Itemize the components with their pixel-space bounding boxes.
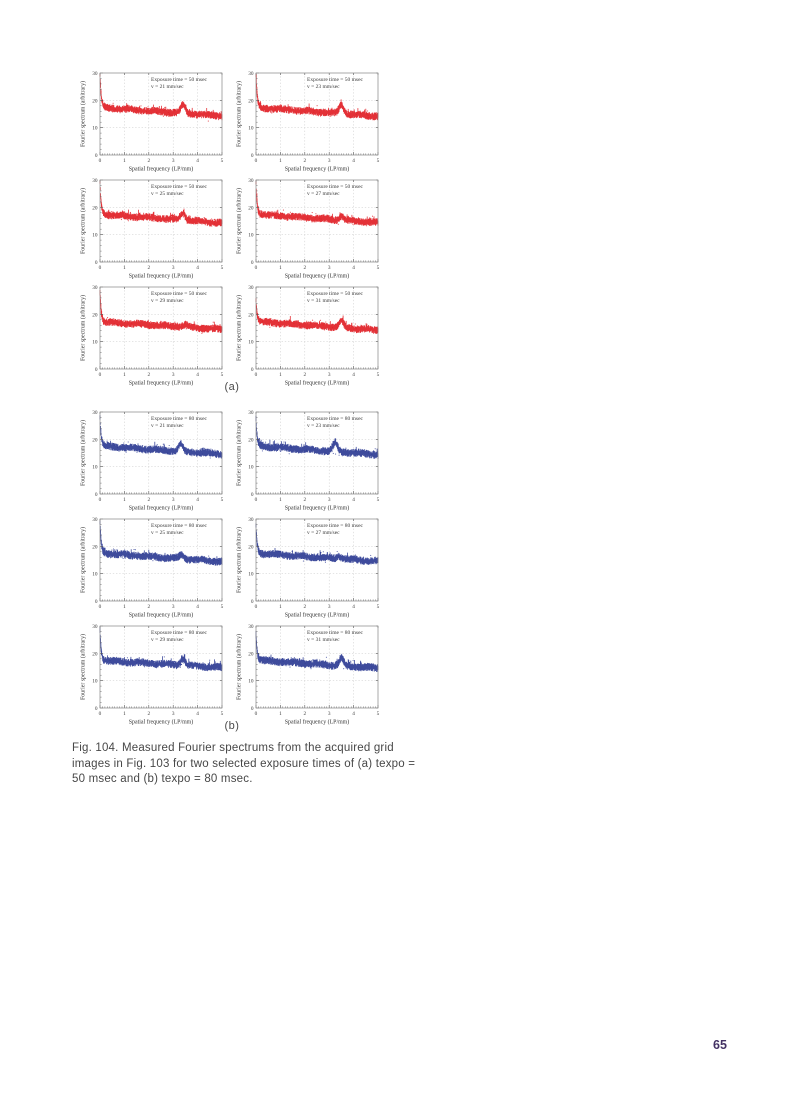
svg-text:30: 30: [248, 517, 254, 523]
svg-text:v = 21 mm/sec: v = 21 mm/sec: [151, 84, 184, 91]
svg-text:20: 20: [248, 312, 254, 319]
svg-text:4: 4: [352, 372, 355, 378]
svg-text:10: 10: [92, 339, 98, 346]
svg-text:Fourier spectrum (arbitrary): Fourier spectrum (arbitrary): [236, 80, 243, 148]
svg-text:30: 30: [248, 624, 254, 630]
svg-text:10: 10: [92, 232, 98, 239]
svg-text:v = 27 mm/sec: v = 27 mm/sec: [307, 530, 340, 537]
svg-text:30: 30: [92, 178, 98, 184]
svg-text:0: 0: [250, 260, 254, 266]
svg-text:20: 20: [248, 437, 254, 444]
svg-text:0: 0: [250, 599, 254, 605]
svg-text:Spatial frequency (LP/mm): Spatial frequency (LP/mm): [284, 380, 350, 387]
subplot-b-v25: [76, 515, 232, 622]
svg-text:1: 1: [279, 604, 282, 610]
svg-text:v = 21 mm/sec: v = 21 mm/sec: [151, 423, 184, 430]
svg-text:4: 4: [196, 265, 199, 271]
svg-text:5: 5: [220, 711, 224, 717]
svg-text:2: 2: [303, 158, 307, 164]
svg-text:5: 5: [376, 158, 380, 164]
svg-text:5: 5: [376, 497, 380, 503]
svg-text:Exposure time = 80 msec: Exposure time = 80 msec: [307, 630, 363, 636]
svg-text:4: 4: [196, 158, 199, 164]
svg-text:4: 4: [352, 711, 355, 717]
svg-text:0: 0: [98, 265, 102, 271]
svg-text:v = 23 mm/sec: v = 23 mm/sec: [307, 423, 340, 430]
svg-text:2: 2: [147, 604, 151, 610]
svg-text:Fourier spectrum (arbitrary): Fourier spectrum (arbitrary): [80, 187, 87, 255]
svg-text:Exposure time = 50 msec: Exposure time = 50 msec: [307, 77, 363, 83]
svg-text:1: 1: [123, 158, 126, 164]
svg-text:4: 4: [352, 265, 355, 271]
svg-text:4: 4: [352, 497, 355, 503]
svg-text:5: 5: [220, 265, 224, 271]
svg-text:Spatial frequency (LP/mm): Spatial frequency (LP/mm): [128, 273, 194, 280]
svg-text:Fourier spectrum (arbitrary): Fourier spectrum (arbitrary): [80, 633, 87, 701]
subplot-a-v23: [232, 69, 388, 176]
svg-text:5: 5: [220, 497, 224, 503]
svg-text:Exposure time = 50 msec: Exposure time = 50 msec: [307, 291, 363, 297]
svg-text:10: 10: [248, 464, 254, 471]
svg-text:5: 5: [376, 372, 380, 378]
subplot-b-v31: [232, 622, 388, 729]
svg-text:Spatial frequency (LP/mm): Spatial frequency (LP/mm): [128, 505, 194, 512]
svg-text:20: 20: [248, 98, 254, 105]
svg-text:Fourier spectrum (arbitrary): Fourier spectrum (arbitrary): [236, 526, 243, 594]
svg-text:3: 3: [327, 497, 331, 503]
svg-text:Spatial frequency (LP/mm): Spatial frequency (LP/mm): [128, 612, 194, 619]
svg-text:Exposure time = 50 msec: Exposure time = 50 msec: [151, 77, 207, 83]
svg-text:Spatial frequency (LP/mm): Spatial frequency (LP/mm): [284, 505, 350, 512]
subplot-a-v21: [76, 69, 232, 176]
svg-text:2: 2: [147, 265, 151, 271]
svg-text:1: 1: [123, 497, 126, 503]
subplot-b-v23: [232, 408, 388, 515]
svg-text:3: 3: [171, 497, 175, 503]
svg-text:0: 0: [98, 497, 102, 503]
svg-text:Fourier spectrum (arbitrary): Fourier spectrum (arbitrary): [80, 526, 87, 594]
svg-text:0: 0: [94, 260, 98, 266]
panel-b-label: (b): [224, 720, 240, 732]
svg-text:10: 10: [248, 232, 254, 239]
svg-text:0: 0: [94, 367, 98, 373]
svg-text:10: 10: [248, 125, 254, 132]
svg-text:Fourier spectrum (arbitrary): Fourier spectrum (arbitrary): [80, 419, 87, 487]
svg-text:2: 2: [303, 372, 307, 378]
svg-text:1: 1: [123, 265, 126, 271]
svg-text:3: 3: [171, 158, 175, 164]
svg-text:3: 3: [171, 372, 175, 378]
svg-text:20: 20: [92, 312, 98, 319]
svg-text:0: 0: [94, 599, 98, 605]
svg-text:v = 27 mm/sec: v = 27 mm/sec: [307, 191, 340, 198]
svg-text:5: 5: [376, 711, 380, 717]
svg-text:Spatial frequency (LP/mm): Spatial frequency (LP/mm): [128, 380, 194, 387]
svg-text:Exposure time = 80 msec: Exposure time = 80 msec: [307, 416, 363, 422]
svg-text:0: 0: [254, 158, 258, 164]
svg-text:1: 1: [279, 265, 282, 271]
svg-text:30: 30: [92, 71, 98, 77]
svg-text:v = 29 mm/sec: v = 29 mm/sec: [151, 298, 184, 305]
svg-text:5: 5: [220, 604, 224, 610]
svg-text:20: 20: [248, 651, 254, 658]
svg-text:30: 30: [92, 285, 98, 291]
svg-text:30: 30: [92, 410, 98, 416]
svg-text:0: 0: [98, 711, 102, 717]
svg-text:0: 0: [250, 706, 254, 712]
svg-text:30: 30: [248, 178, 254, 184]
svg-text:10: 10: [248, 571, 254, 578]
svg-text:Exposure time = 80 msec: Exposure time = 80 msec: [151, 416, 207, 422]
subplot-b-v27: [232, 515, 388, 622]
subplot-b-v29: [76, 622, 232, 729]
svg-text:3: 3: [327, 604, 331, 610]
svg-text:3: 3: [327, 265, 331, 271]
svg-text:2: 2: [303, 604, 307, 610]
svg-text:5: 5: [376, 604, 380, 610]
svg-text:Fourier spectrum (arbitrary): Fourier spectrum (arbitrary): [236, 294, 243, 362]
svg-text:10: 10: [92, 464, 98, 471]
svg-text:3: 3: [327, 372, 331, 378]
svg-text:0: 0: [254, 265, 258, 271]
svg-text:1: 1: [123, 711, 126, 717]
svg-text:v = 25 mm/sec: v = 25 mm/sec: [151, 191, 184, 198]
svg-text:30: 30: [248, 285, 254, 291]
svg-text:20: 20: [92, 651, 98, 658]
svg-text:4: 4: [352, 158, 355, 164]
subplot-a-v25: [76, 176, 232, 283]
svg-text:Fourier spectrum (arbitrary): Fourier spectrum (arbitrary): [236, 633, 243, 701]
svg-text:5: 5: [220, 372, 224, 378]
svg-text:Fourier spectrum (arbitrary): Fourier spectrum (arbitrary): [80, 80, 87, 148]
svg-text:10: 10: [248, 678, 254, 685]
svg-text:2: 2: [147, 711, 151, 717]
svg-text:4: 4: [196, 497, 199, 503]
svg-text:20: 20: [92, 544, 98, 551]
svg-text:0: 0: [254, 711, 258, 717]
svg-text:2: 2: [147, 158, 151, 164]
svg-text:v = 29 mm/sec: v = 29 mm/sec: [151, 637, 184, 644]
svg-text:3: 3: [171, 265, 175, 271]
panel-a-exposure-50msec: [76, 69, 388, 390]
svg-text:Spatial frequency (LP/mm): Spatial frequency (LP/mm): [284, 719, 350, 726]
svg-text:3: 3: [171, 711, 175, 717]
svg-text:Exposure time = 50 msec: Exposure time = 50 msec: [307, 184, 363, 190]
svg-text:Spatial frequency (LP/mm): Spatial frequency (LP/mm): [284, 273, 350, 280]
svg-text:1: 1: [279, 497, 282, 503]
svg-text:Fourier spectrum (arbitrary): Fourier spectrum (arbitrary): [236, 187, 243, 255]
svg-text:v = 23 mm/sec: v = 23 mm/sec: [307, 84, 340, 91]
svg-text:0: 0: [250, 153, 254, 159]
svg-text:0: 0: [98, 372, 102, 378]
svg-text:1: 1: [279, 711, 282, 717]
svg-text:4: 4: [196, 372, 199, 378]
svg-text:Fourier spectrum (arbitrary): Fourier spectrum (arbitrary): [236, 419, 243, 487]
svg-text:2: 2: [147, 497, 151, 503]
svg-text:0: 0: [94, 706, 98, 712]
svg-text:3: 3: [171, 604, 175, 610]
subplot-a-v27: [232, 176, 388, 283]
svg-text:0: 0: [254, 497, 258, 503]
svg-text:v = 31 mm/sec: v = 31 mm/sec: [307, 298, 340, 305]
panel-a-label: (a): [224, 381, 240, 393]
svg-text:5: 5: [220, 158, 224, 164]
svg-text:20: 20: [248, 205, 254, 212]
svg-text:20: 20: [248, 544, 254, 551]
svg-text:v = 31 mm/sec: v = 31 mm/sec: [307, 637, 340, 644]
svg-text:0: 0: [250, 367, 254, 373]
page-number: 65: [713, 1038, 727, 1052]
svg-text:5: 5: [376, 265, 380, 271]
svg-text:30: 30: [92, 517, 98, 523]
svg-text:30: 30: [248, 71, 254, 77]
svg-text:Spatial frequency (LP/mm): Spatial frequency (LP/mm): [128, 166, 194, 173]
svg-text:2: 2: [147, 372, 151, 378]
subplot-a-v31: [232, 283, 388, 390]
svg-text:4: 4: [196, 711, 199, 717]
svg-text:Fourier spectrum (arbitrary): Fourier spectrum (arbitrary): [80, 294, 87, 362]
svg-text:Exposure time = 80 msec: Exposure time = 80 msec: [151, 630, 207, 636]
svg-text:0: 0: [98, 158, 102, 164]
svg-text:10: 10: [248, 339, 254, 346]
svg-text:10: 10: [92, 125, 98, 132]
svg-text:0: 0: [254, 604, 258, 610]
svg-text:Spatial frequency (LP/mm): Spatial frequency (LP/mm): [284, 612, 350, 619]
svg-text:2: 2: [303, 265, 307, 271]
svg-text:1: 1: [123, 604, 126, 610]
svg-text:20: 20: [92, 437, 98, 444]
svg-text:20: 20: [92, 98, 98, 105]
svg-text:Exposure time = 80 msec: Exposure time = 80 msec: [307, 523, 363, 529]
svg-text:30: 30: [92, 624, 98, 630]
subplot-b-v21: [76, 408, 232, 515]
svg-text:0: 0: [94, 153, 98, 159]
svg-text:Exposure time = 50 msec: Exposure time = 50 msec: [151, 291, 207, 297]
svg-text:3: 3: [327, 711, 331, 717]
svg-text:0: 0: [250, 492, 254, 498]
svg-text:0: 0: [94, 492, 98, 498]
figure-caption: Fig. 104. Measured Fourier spectrums from the acquired grid images in Fig. 103 for two selected exposure times of (a) texpo = 50 msec and (b) texpo = 80 msec.: [72, 742, 416, 786]
svg-text:1: 1: [279, 158, 282, 164]
svg-text:Spatial frequency (LP/mm): Spatial frequency (LP/mm): [128, 719, 194, 726]
svg-text:0: 0: [98, 604, 102, 610]
svg-text:Exposure time = 80 msec: Exposure time = 80 msec: [151, 523, 207, 529]
svg-text:v = 25 mm/sec: v = 25 mm/sec: [151, 530, 184, 537]
svg-text:4: 4: [352, 604, 355, 610]
svg-text:30: 30: [248, 410, 254, 416]
svg-text:3: 3: [327, 158, 331, 164]
subplot-a-v29: [76, 283, 232, 390]
svg-text:10: 10: [92, 571, 98, 578]
svg-text:4: 4: [196, 604, 199, 610]
svg-text:10: 10: [92, 678, 98, 685]
svg-text:Exposure time = 50 msec: Exposure time = 50 msec: [151, 184, 207, 190]
svg-text:Spatial frequency (LP/mm): Spatial frequency (LP/mm): [284, 166, 350, 173]
svg-text:20: 20: [92, 205, 98, 212]
svg-text:2: 2: [303, 497, 307, 503]
svg-text:2: 2: [303, 711, 307, 717]
svg-text:0: 0: [254, 372, 258, 378]
panel-b-exposure-80msec: [76, 408, 388, 729]
svg-text:1: 1: [123, 372, 126, 378]
svg-text:1: 1: [279, 372, 282, 378]
